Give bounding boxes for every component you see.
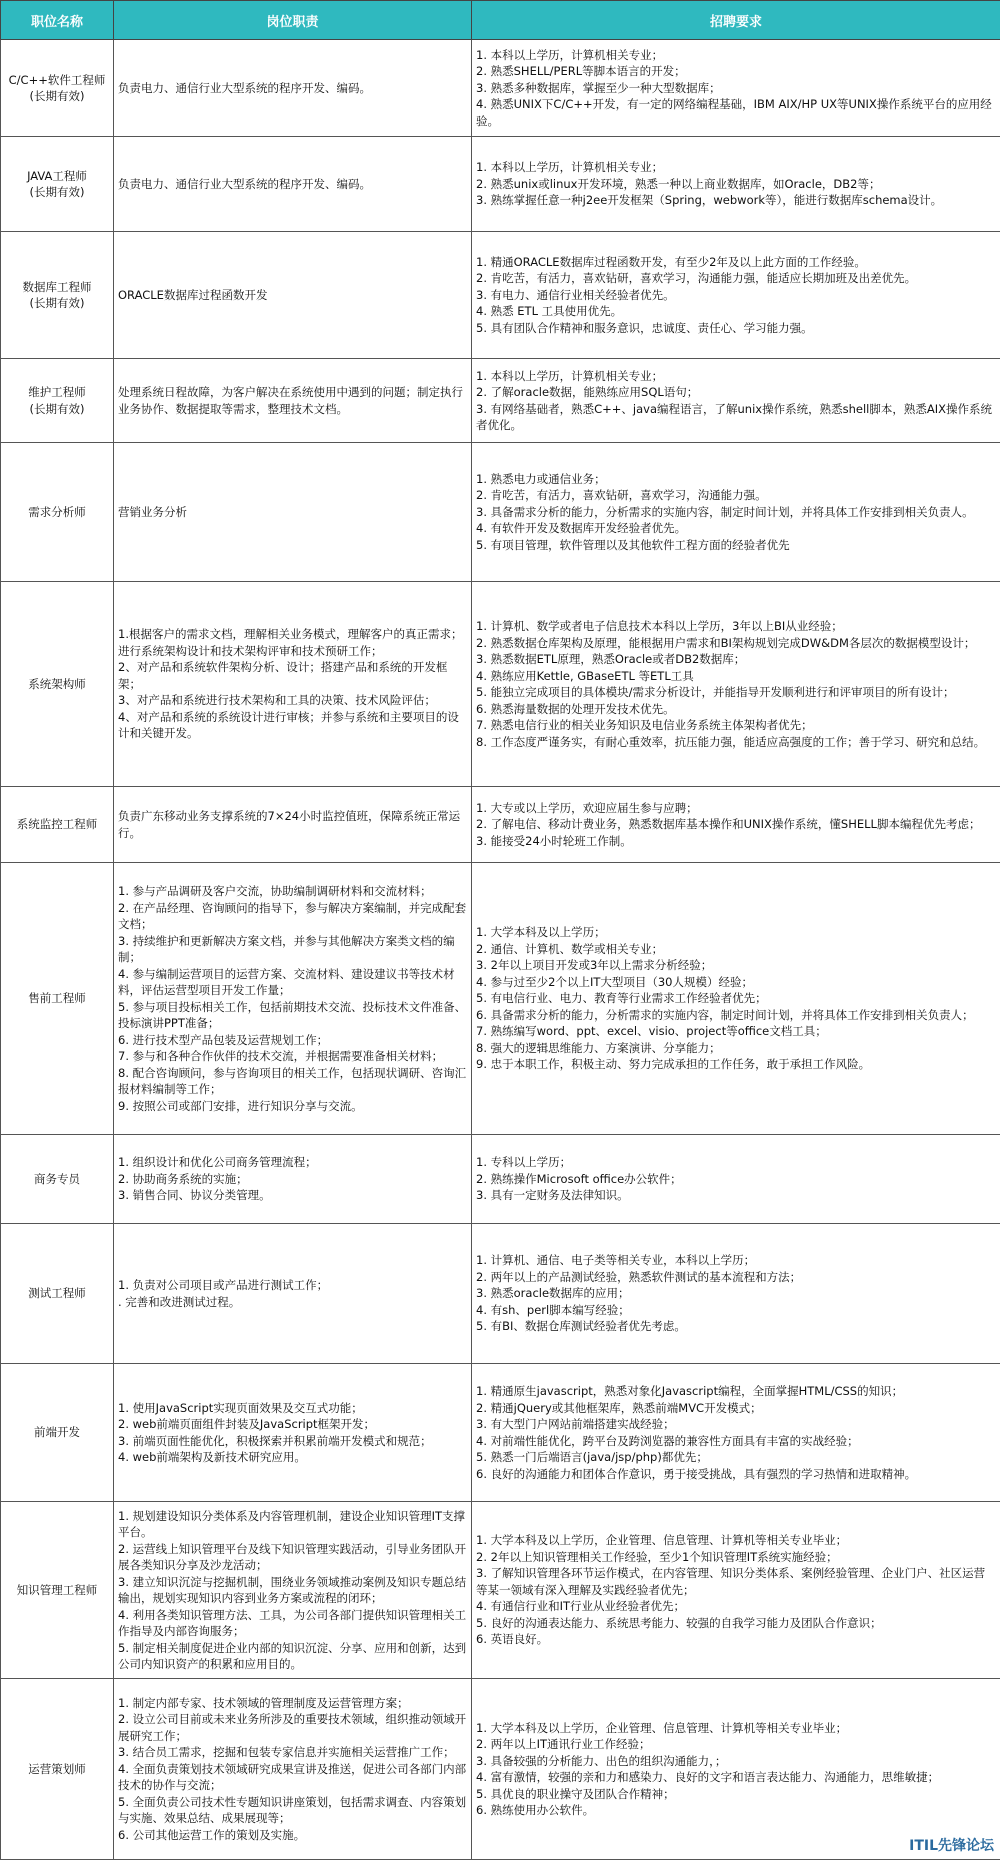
requirement-line: 6. 英语良好。 — [476, 1631, 996, 1648]
job-title: 系统架构师 — [5, 676, 109, 693]
requirement-line: 1. 本科以上学历，计算机相关专业； — [476, 368, 996, 385]
requirement-line: 2. 肯吃苦，有活力，喜欢钻研，喜欢学习，沟通能力强。 — [476, 487, 996, 504]
table-row — [1, 359, 1000, 443]
duty-line: 1. 参与产品调研及客户交流，协助编制调研材料和交流材料； — [118, 883, 467, 900]
requirement-line: 1. 本科以上学历，计算机相关专业； — [476, 47, 996, 64]
table-row — [1, 232, 1000, 359]
requirement-line: 5. 能独立完成项目的具体模块/需求分析设计，并能指导开发顺利进行和评审项目的所有设计； — [476, 684, 996, 701]
job-requirements-cell — [472, 359, 1000, 443]
duty-line: 4. 参与编制运营项目的运营方案、交流材料、建设建议书等技术材料，评估运营型项目开发工作量； — [118, 966, 467, 999]
job-duties-cell — [114, 443, 472, 582]
requirement-line: 3. 2年以上项目开发或3年以上需求分析经验； — [476, 957, 996, 974]
requirement-line: 3. 具备需求分析的能力，分析需求的实施内容，制定时间计划，并将具体工作安排到相关负责人。 — [476, 504, 996, 521]
requirement-line: 2. 肯吃苦，有活力，喜欢钻研，喜欢学习，沟通能力强，能适应长期加班及出差优先。 — [476, 270, 996, 287]
requirement-line: 3. 具有一定财务及法律知识。 — [476, 1187, 996, 1204]
job-duties-cell — [114, 1224, 472, 1364]
requirement-line: 1. 计算机、通信、电子类等相关专业，本科以上学历； — [476, 1252, 996, 1269]
job-title: 知识管理工程师 — [5, 1582, 109, 1599]
job-title-cell — [1, 443, 114, 582]
job-title-cell — [1, 40, 114, 137]
table-row — [1, 582, 1000, 787]
requirement-line: 2. 通信、计算机、数学或相关专业； — [476, 941, 996, 958]
duty-line: 2、对产品和系统软件架构分析、设计；搭建产品和系统的开发框架； — [118, 659, 467, 692]
job-title-cell — [1, 863, 114, 1135]
job-title: 系统监控工程师 — [5, 816, 109, 833]
job-title: JAVA工程师 — [5, 168, 109, 185]
job-duties-cell — [114, 1364, 472, 1502]
duty-line: . 完善和改进测试过程。 — [118, 1294, 467, 1311]
duty-line: 8. 配合咨询顾问，参与咨询项目的相关工作，包括现状调研、咨询汇报材料编制等工作； — [118, 1065, 467, 1098]
duty-line: 营销业务分析 — [118, 504, 467, 521]
requirement-line: 9. 忠于本职工作，积极主动、努力完成承担的工作任务，敢于承担工作风险。 — [476, 1056, 996, 1073]
duty-line: 负责电力、通信行业大型系统的程序开发、编码。 — [118, 80, 467, 97]
table-row — [1, 1502, 1000, 1679]
requirement-line: 3. 了解知识管理各环节运作模式，在内容管理、知识分类体系、案例经验管理、企业门户、社区运营等某一领域有深入理解及实践经验者优先； — [476, 1565, 996, 1598]
requirement-line: 1. 精通原生javascript，熟悉对象化Javascript编程，全面掌握HTML/CSS的知识； — [476, 1383, 996, 1400]
job-title-cell — [1, 1502, 114, 1679]
job-requirements-cell — [472, 40, 1000, 137]
duty-line: 1. 制定内部专家、技术领域的管理制度及运营管理方案； — [118, 1695, 467, 1712]
requirement-line: 2. 熟悉unix或linux开发环境，熟悉一种以上商业数据库，如Oracle，DB2等； — [476, 176, 996, 193]
requirement-line: 1. 大专或以上学历，欢迎应届生参与应聘； — [476, 800, 996, 817]
requirement-line: 4. 熟悉 ETL 工具使用优先。 — [476, 303, 996, 320]
table-row — [1, 863, 1000, 1135]
header-requirements: 招聘要求 — [472, 1, 1000, 40]
duty-line: 4、对产品和系统的系统设计进行审核；并参与系统和主要项目的设计和关键开发。 — [118, 709, 467, 742]
job-title: C/C++软件工程师 — [5, 72, 109, 89]
job-title-cell — [1, 232, 114, 359]
duty-line: 3. 持续维护和更新解决方案文档，并参与其他解决方案类文档的编制； — [118, 933, 467, 966]
requirement-line: 2. 熟练操作Microsoft office办公软件； — [476, 1171, 996, 1188]
requirement-line: 1. 大学本科及以上学历； — [476, 924, 996, 941]
requirement-line: 2. 两年以上IT通讯行业工作经验； — [476, 1736, 996, 1753]
requirement-line: 3. 有大型门户网站前端搭建实战经验； — [476, 1416, 996, 1433]
job-duties-cell — [114, 40, 472, 137]
duty-line: 5. 全面负责公司技术性专题知识讲座策划，包括需求调查、内容策划与实施、效果总结、成果展现等； — [118, 1794, 467, 1827]
requirement-line: 4. 有软件开发及数据库开发经验者优先。 — [476, 520, 996, 537]
job-title: 需求分析师 — [5, 504, 109, 521]
requirement-line: 1. 本科以上学历，计算机相关专业； — [476, 159, 996, 176]
job-title: 前端开发 — [5, 1424, 109, 1441]
requirement-line: 2. 2年以上知识管理相关工作经验，至少1个知识管理IT系统实施经验； — [476, 1549, 996, 1566]
table-body — [1, 40, 1000, 1860]
requirement-line: 6. 熟悉海量数据的处理开发技术优先。 — [476, 701, 996, 718]
requirement-line: 1. 精通ORACLE数据库过程函数开发，有至少2年及以上此方面的工作经验。 — [476, 254, 996, 271]
duty-line: 2. 在产品经理、咨询顾问的指导下，参与解决方案编制，并完成配套文档； — [118, 900, 467, 933]
job-duties-cell — [114, 137, 472, 232]
requirement-line: 1. 计算机、数学或者电子信息技术本科以上学历，3年以上BI从业经验； — [476, 618, 996, 635]
requirement-line: 1. 熟悉电力或通信业务； — [476, 471, 996, 488]
table-row — [1, 787, 1000, 863]
duty-line: 6. 公司其他运营工作的策划及实施。 — [118, 1827, 467, 1844]
duty-line: 1. 使用JavaScript实现页面效果及交互式功能； — [118, 1400, 467, 1417]
job-duties-cell — [114, 359, 472, 443]
table-row — [1, 40, 1000, 137]
requirement-line: 2. 了解oracle数据，能熟练应用SQL语句； — [476, 384, 996, 401]
watermark-brand: ITIL先锋论坛 — [909, 1835, 994, 1855]
duty-line: 6. 进行技术型产品包装及运营规划工作； — [118, 1032, 467, 1049]
requirement-line: 4. 熟练应用Kettle, GBaseETL 等ETL工具 — [476, 668, 996, 685]
job-title-cell — [1, 1135, 114, 1224]
job-duties-cell — [114, 582, 472, 787]
requirement-line: 4. 参与过至少2个以上IT大型项目（30人规模）经验； — [476, 974, 996, 991]
job-duties-cell — [114, 1502, 472, 1679]
job-title: 商务专员 — [5, 1171, 109, 1188]
table-row — [1, 137, 1000, 232]
requirement-line: 2. 熟悉数据仓库架构及原理，能根据用户需求和BI架构规划完成DW&DM各层次的数据模型设计； — [476, 635, 996, 652]
duty-line: 2. 设立公司目前或未来业务所涉及的重要技术领域，组织推动领域开展研究工作； — [118, 1711, 467, 1744]
job-validity-note: (长期有效) — [5, 184, 109, 201]
job-title: 运营策划师 — [5, 1761, 109, 1778]
requirement-line: 1. 大学本科及以上学历，企业管理、信息管理、计算机等相关专业毕业； — [476, 1720, 996, 1737]
requirement-line: 3. 熟悉oracle数据库的应用； — [476, 1285, 996, 1302]
job-duties-cell — [114, 1135, 472, 1224]
requirement-line: 2. 精通jQuery或其他框架库，熟悉前端MVC开发模式； — [476, 1400, 996, 1417]
header-duties: 岗位职责 — [114, 1, 472, 40]
job-duties-cell — [114, 863, 472, 1135]
job-requirements-cell — [472, 787, 1000, 863]
requirement-line: 5. 有项目管理，软件管理以及其他软件工程方面的经验者优先 — [476, 537, 996, 554]
job-validity-note: (长期有效) — [5, 401, 109, 418]
job-title-cell — [1, 1364, 114, 1502]
job-title-cell — [1, 1224, 114, 1364]
duty-line: 处理系统日程故障，为客户解决在系统使用中遇到的问题；制定执行业务协作、数据提取等需求，整理技术文档。 — [118, 384, 467, 417]
duty-line: 2. web前端页面组件封装及JavaScript框架开发； — [118, 1416, 467, 1433]
job-title: 维护工程师 — [5, 384, 109, 401]
requirement-line: 4. 熟悉UNIX下C/C++开发，有一定的网络编程基础，IBM AIX/HP UX等UNIX操作系统平台的应用经验。 — [476, 96, 996, 129]
job-validity-note: (长期有效) — [5, 88, 109, 105]
duty-line: 5. 制定相关制度促进企业内部的知识沉淀、分享、应用和创新，达到公司内知识资产的积累和应用目的。 — [118, 1640, 467, 1673]
job-validity-note: (长期有效) — [5, 295, 109, 312]
requirement-line: 3. 能接受24小时轮班工作制。 — [476, 833, 996, 850]
job-requirements-cell — [472, 1502, 1000, 1679]
job-requirements-cell — [472, 232, 1000, 359]
duty-line: 1. 负责对公司项目或产品进行测试工作； — [118, 1277, 467, 1294]
job-title: 测试工程师 — [5, 1285, 109, 1302]
requirement-line: 8. 强大的逻辑思维能力、方案演讲、分享能力； — [476, 1040, 996, 1057]
table-row — [1, 443, 1000, 582]
requirement-line: 4. 有通信行业和IT行业从业经验者优先； — [476, 1598, 996, 1615]
job-title: 售前工程师 — [5, 990, 109, 1007]
duty-line: 3. 销售合同、协议分类管理。 — [118, 1187, 467, 1204]
job-title-cell — [1, 359, 114, 443]
requirement-line: 8. 工作态度严谨务实，有耐心重效率，抗压能力强，能适应高强度的工作；善于学习、研究和总结。 — [476, 734, 996, 751]
duty-line: 1. 规划建设知识分类体系及内容管理机制，建设企业知识管理IT支撑平台。 — [118, 1508, 467, 1541]
requirement-line: 1. 专科以上学历； — [476, 1154, 996, 1171]
duty-line: 2. 协助商务系统的实施； — [118, 1171, 467, 1188]
duty-line: 1.根据客户的需求文档，理解相关业务模式，理解客户的真正需求；进行系统架构设计和技术架构评审和技术预研工作； — [118, 626, 467, 659]
requirement-line: 7. 熟悉电信行业的相关业务知识及电信业务系统主体架构者优先； — [476, 717, 996, 734]
requirement-line: 6. 良好的沟通能力和团体合作意识，勇于接受挑战，具有强烈的学习热情和进取精神。 — [476, 1466, 996, 1483]
requirement-line: 3. 熟悉多种数据库，掌握至少一种大型数据库； — [476, 80, 996, 97]
header-row — [1, 1, 1000, 40]
duty-line: 负责广东移动业务支撑系统的7×24小时监控值班，保障系统正常运行。 — [118, 808, 467, 841]
job-title-cell — [1, 787, 114, 863]
requirement-line: 3. 熟悉数据ETL原理，熟悉Oracle或者DB2数据库； — [476, 651, 996, 668]
requirement-line: 2. 熟悉SHELL/PERL等脚本语言的开发； — [476, 63, 996, 80]
requirement-line: 2. 了解电信、移动计费业务，熟悉数据库基本操作和UNIX操作系统，懂SHELL脚本编程优先考虑； — [476, 816, 996, 833]
requirement-line: 3. 具备较强的分析能力、出色的组织沟通能力，； — [476, 1753, 996, 1770]
job-duties-cell — [114, 1679, 472, 1860]
requirement-line: 5. 有BI、数据仓库测试经验者优先考虑。 — [476, 1318, 996, 1335]
duty-line: 4. 全面负责策划技术领域研究成果宣讲及推送，促进公司各部门内部技术的协作与交流； — [118, 1761, 467, 1794]
duty-line: 3. 前端页面性能优化，积极探索并积累前端开发模式和规范； — [118, 1433, 467, 1450]
job-requirements-cell — [472, 863, 1000, 1135]
job-title: 数据库工程师 — [5, 279, 109, 296]
requirement-line: 5. 熟悉一门后端语言(java/jsp/php)都优先； — [476, 1449, 996, 1466]
requirement-line: 5. 具有团队合作精神和服务意识，忠诚度、责任心、学习能力强。 — [476, 320, 996, 337]
job-requirements-cell — [472, 1224, 1000, 1364]
requirement-line: 5. 良好的沟通表达能力、系统思考能力、较强的自我学习能力及团队合作意识； — [476, 1615, 996, 1632]
duty-line: 5. 参与项目投标相关工作，包括前期技术交流、投标技术文件准备、投标演讲PPT准备； — [118, 999, 467, 1032]
job-requirements-cell — [472, 1364, 1000, 1502]
duty-line: 4. web前端架构及新技术研究应用。 — [118, 1449, 467, 1466]
job-requirements-cell — [472, 1135, 1000, 1224]
requirement-line: 1. 大学本科及以上学历，企业管理、信息管理、计算机等相关专业毕业； — [476, 1532, 996, 1549]
duty-line: 7. 参与和各种合作伙伴的技术交流，并根据需要准备相关材料； — [118, 1048, 467, 1065]
requirement-line: 3. 有电力、通信行业相关经验者优先。 — [476, 287, 996, 304]
requirement-line: 5. 有电信行业、电力、教育等行业需求工作经验者优先； — [476, 990, 996, 1007]
job-requirements-cell — [472, 443, 1000, 582]
table-row — [1, 1364, 1000, 1502]
job-requirements-cell — [472, 582, 1000, 787]
requirement-line: 6. 具备需求分析的能力，分析需求的实施内容，制定时间计划，并将具体工作安排到相关负责人； — [476, 1007, 996, 1024]
duty-line: 3、对产品和系统进行技术架构和工具的决策、技术风险评估； — [118, 692, 467, 709]
table-row — [1, 1679, 1000, 1860]
duty-line: 3. 结合员工需求，挖掘和包装专家信息并实施相关运营推广工作； — [118, 1744, 467, 1761]
duty-line: ORACLE数据库过程函数开发 — [118, 287, 467, 304]
requirement-line: 3. 熟练掌握任意一种j2ee开发框架（Spring，webwork等），能进行数据库schema设计。 — [476, 192, 996, 209]
duty-line: 3. 建立知识沉淀与挖掘机制，围绕业务领域推动案例及知识专题总结输出，规划实现知识内容到业务方案或流程的闭环； — [118, 1574, 467, 1607]
requirement-line: 3. 有网络基础者，熟悉C++、java编程语言，了解unix操作系统，熟悉shell脚本，熟悉AIX操作系统者优化。 — [476, 401, 996, 434]
requirement-line: 4. 富有激情，较强的亲和力和感染力、良好的文字和语言表达能力、沟通能力，思维敏捷； — [476, 1769, 996, 1786]
job-duties-cell — [114, 232, 472, 359]
header-title: 职位名称 — [1, 1, 114, 40]
job-title-cell — [1, 582, 114, 787]
duty-line: 4. 利用各类知识管理方法、工具，为公司各部门提供知识管理相关工作指导及内部咨询服务； — [118, 1607, 467, 1640]
requirement-line: 6. 熟练使用办公软件。 — [476, 1802, 996, 1819]
job-title-cell — [1, 1679, 114, 1860]
requirement-line: 2. 两年以上的产品测试经验，熟悉软件测试的基本流程和方法； — [476, 1269, 996, 1286]
table-row — [1, 1135, 1000, 1224]
requirement-line: 4. 有sh、perl脚本编写经验； — [476, 1302, 996, 1319]
requirement-line: 5. 具优良的职业操守及团队合作精神； — [476, 1786, 996, 1803]
duty-line: 1. 组织设计和优化公司商务管理流程； — [118, 1154, 467, 1171]
requirement-line: 7. 熟练编写word、ppt、excel、visio、project等office文档工具； — [476, 1023, 996, 1040]
job-title-cell — [1, 137, 114, 232]
duty-line: 负责电力、通信行业大型系统的程序开发、编码。 — [118, 176, 467, 193]
table-row — [1, 1224, 1000, 1364]
job-requirements-cell — [472, 1679, 1000, 1860]
duty-line: 2. 运营线上知识管理平台及线下知识管理实践活动，引导业务团队开展各类知识分享及沙龙活动； — [118, 1541, 467, 1574]
job-requirements-cell — [472, 137, 1000, 232]
job-duties-cell — [114, 787, 472, 863]
duty-line: 9. 按照公司或部门安排，进行知识分享与交流。 — [118, 1098, 467, 1115]
requirement-line: 4. 对前端性能优化，跨平台及跨浏览器的兼容性方面具有丰富的实战经验； — [476, 1433, 996, 1450]
